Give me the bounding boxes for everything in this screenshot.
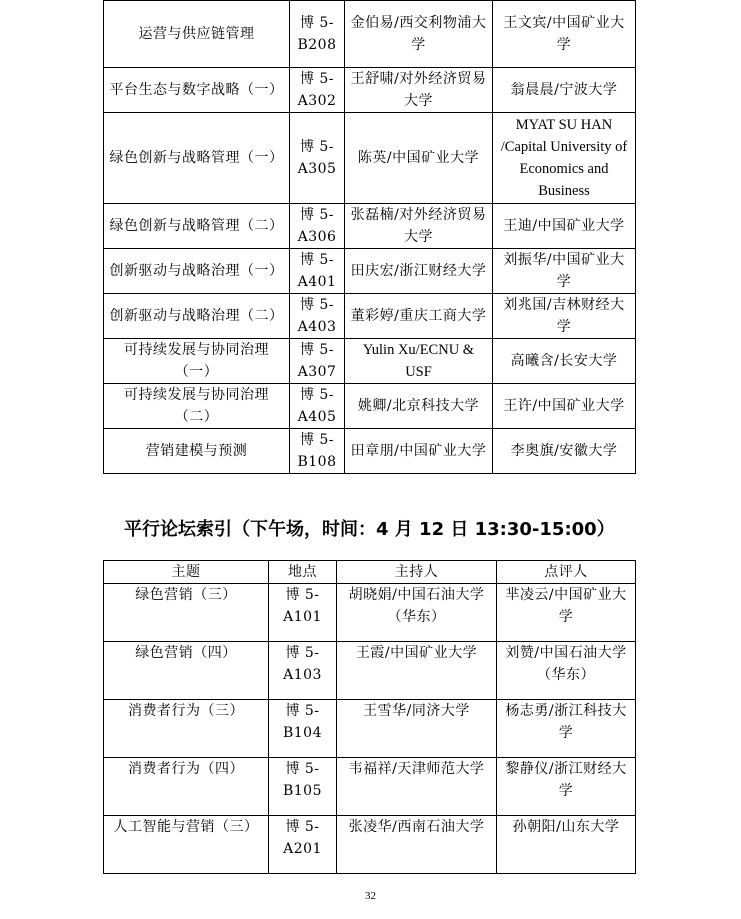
- topic-cell: 平台生态与数字战略（一）: [104, 68, 290, 113]
- host-cell: 张凌华/西南石油大学: [337, 816, 497, 874]
- page-number: 32: [365, 890, 376, 902]
- topic-cell: 消费者行为（三）: [104, 700, 269, 758]
- reviewer-cell: 刘振华/中国矿业大学: [493, 249, 636, 294]
- topic-cell: 消费者行为（四）: [104, 758, 269, 816]
- location-cell: 博 5-A103: [269, 642, 337, 700]
- topic-cell: 可持续发展与协同治理（一）: [104, 339, 290, 384]
- table-row: [104, 68, 636, 113]
- reviewer-cell: 李奥旗/安徽大学: [493, 429, 636, 474]
- reviewer-cell: 王迪/中国矿业大学: [493, 204, 636, 249]
- reviewer-cell: 王许/中国矿业大学: [493, 384, 636, 429]
- forum-table-morning: [103, 0, 636, 474]
- table-row: [104, 816, 636, 874]
- table-row: [104, 384, 636, 429]
- topic-cell: 营销建模与预测: [104, 429, 290, 474]
- location-cell: 博 5-A101: [269, 584, 337, 642]
- location-cell: 博 5-B108: [290, 429, 345, 474]
- reviewer-cell: 孙朝阳/山东大学: [497, 816, 636, 874]
- header-host: 主持人: [337, 561, 497, 584]
- table-row: [104, 204, 636, 249]
- host-cell: 张磊楠/对外经济贸易大学: [345, 204, 493, 249]
- host-cell: 姚卿/北京科技大学: [345, 384, 493, 429]
- reviewer-cell: 刘赞/中国石油大学（华东）: [497, 642, 636, 700]
- host-cell: 田章朋/中国矿业大学: [345, 429, 493, 474]
- host-cell: 田庆宏/浙江财经大学: [345, 249, 493, 294]
- reviewer-cell: 芈凌云/中国矿业大学: [497, 584, 636, 642]
- topic-cell: 创新驱动与战略治理（二）: [104, 294, 290, 339]
- header-location: 地点: [269, 561, 337, 584]
- reviewer-cell: 杨志勇/浙江科技大学: [497, 700, 636, 758]
- topic-cell: 运营与供应链管理: [104, 1, 290, 68]
- location-cell: 博 5-A403: [290, 294, 345, 339]
- table-row: [104, 758, 636, 816]
- header-reviewer: 点评人: [497, 561, 636, 584]
- table-row: [104, 429, 636, 474]
- table-row: [104, 294, 636, 339]
- topic-cell: 绿色创新与战略管理（一）: [104, 113, 290, 204]
- location-cell: 博 5-A307: [290, 339, 345, 384]
- reviewer-cell: 刘兆国/吉林财经大学: [493, 294, 636, 339]
- topic-cell: 可持续发展与协同治理（二）: [104, 384, 290, 429]
- location-cell: 博 5-A401: [290, 249, 345, 294]
- location-cell: 博 5-B208: [290, 1, 345, 68]
- location-cell: 博 5-A201: [269, 816, 337, 874]
- topic-cell: 绿色营销（三）: [104, 584, 269, 642]
- host-cell: 王舒啸/对外经济贸易大学: [345, 68, 493, 113]
- table-row: [104, 1, 636, 68]
- host-cell: 王雪华/同济大学: [337, 700, 497, 758]
- host-cell: 韦福祥/天津师范大学: [337, 758, 497, 816]
- table-header-row: [104, 561, 636, 584]
- table-row: [104, 249, 636, 294]
- host-cell: 胡晓娟/中国石油大学（华东）: [337, 584, 497, 642]
- section-heading: 平行论坛索引（下午场，时间：4 月 12 日 13:30-15:00）: [124, 519, 615, 540]
- table-row: [104, 584, 636, 642]
- reviewer-cell: MYAT SU HAN /Capital University of Economics and Business: [493, 113, 636, 204]
- table-row: [104, 700, 636, 758]
- topic-cell: 绿色创新与战略管理（二）: [104, 204, 290, 249]
- table-row: [104, 642, 636, 700]
- table-row: [104, 113, 636, 204]
- location-cell: 博 5-A302: [290, 68, 345, 113]
- location-cell: 博 5-A306: [290, 204, 345, 249]
- reviewer-cell: 王文宾/中国矿业大学: [493, 1, 636, 68]
- topic-cell: 创新驱动与战略治理（一）: [104, 249, 290, 294]
- topic-cell: 人工智能与营销（三）: [104, 816, 269, 874]
- host-cell: 陈英/中国矿业大学: [345, 113, 493, 204]
- host-cell: 金伯易/西交利物浦大学: [345, 1, 493, 68]
- host-cell: 王霞/中国矿业大学: [337, 642, 497, 700]
- location-cell: 博 5-A305: [290, 113, 345, 204]
- forum-table-afternoon: [103, 560, 636, 874]
- location-cell: 博 5-B105: [269, 758, 337, 816]
- host-cell: Yulin Xu/ECNU & USF: [345, 339, 493, 384]
- location-cell: 博 5-A405: [290, 384, 345, 429]
- header-topic: 主题: [104, 561, 269, 584]
- reviewer-cell: 黎静仪/浙江财经大学: [497, 758, 636, 816]
- host-cell: 董彩婷/重庆工商大学: [345, 294, 493, 339]
- location-cell: 博 5-B104: [269, 700, 337, 758]
- reviewer-cell: 翁晨晨/宁波大学: [493, 68, 636, 113]
- table-row: [104, 339, 636, 384]
- topic-cell: 绿色营销（四）: [104, 642, 269, 700]
- reviewer-cell: 高曦含/长安大学: [493, 339, 636, 384]
